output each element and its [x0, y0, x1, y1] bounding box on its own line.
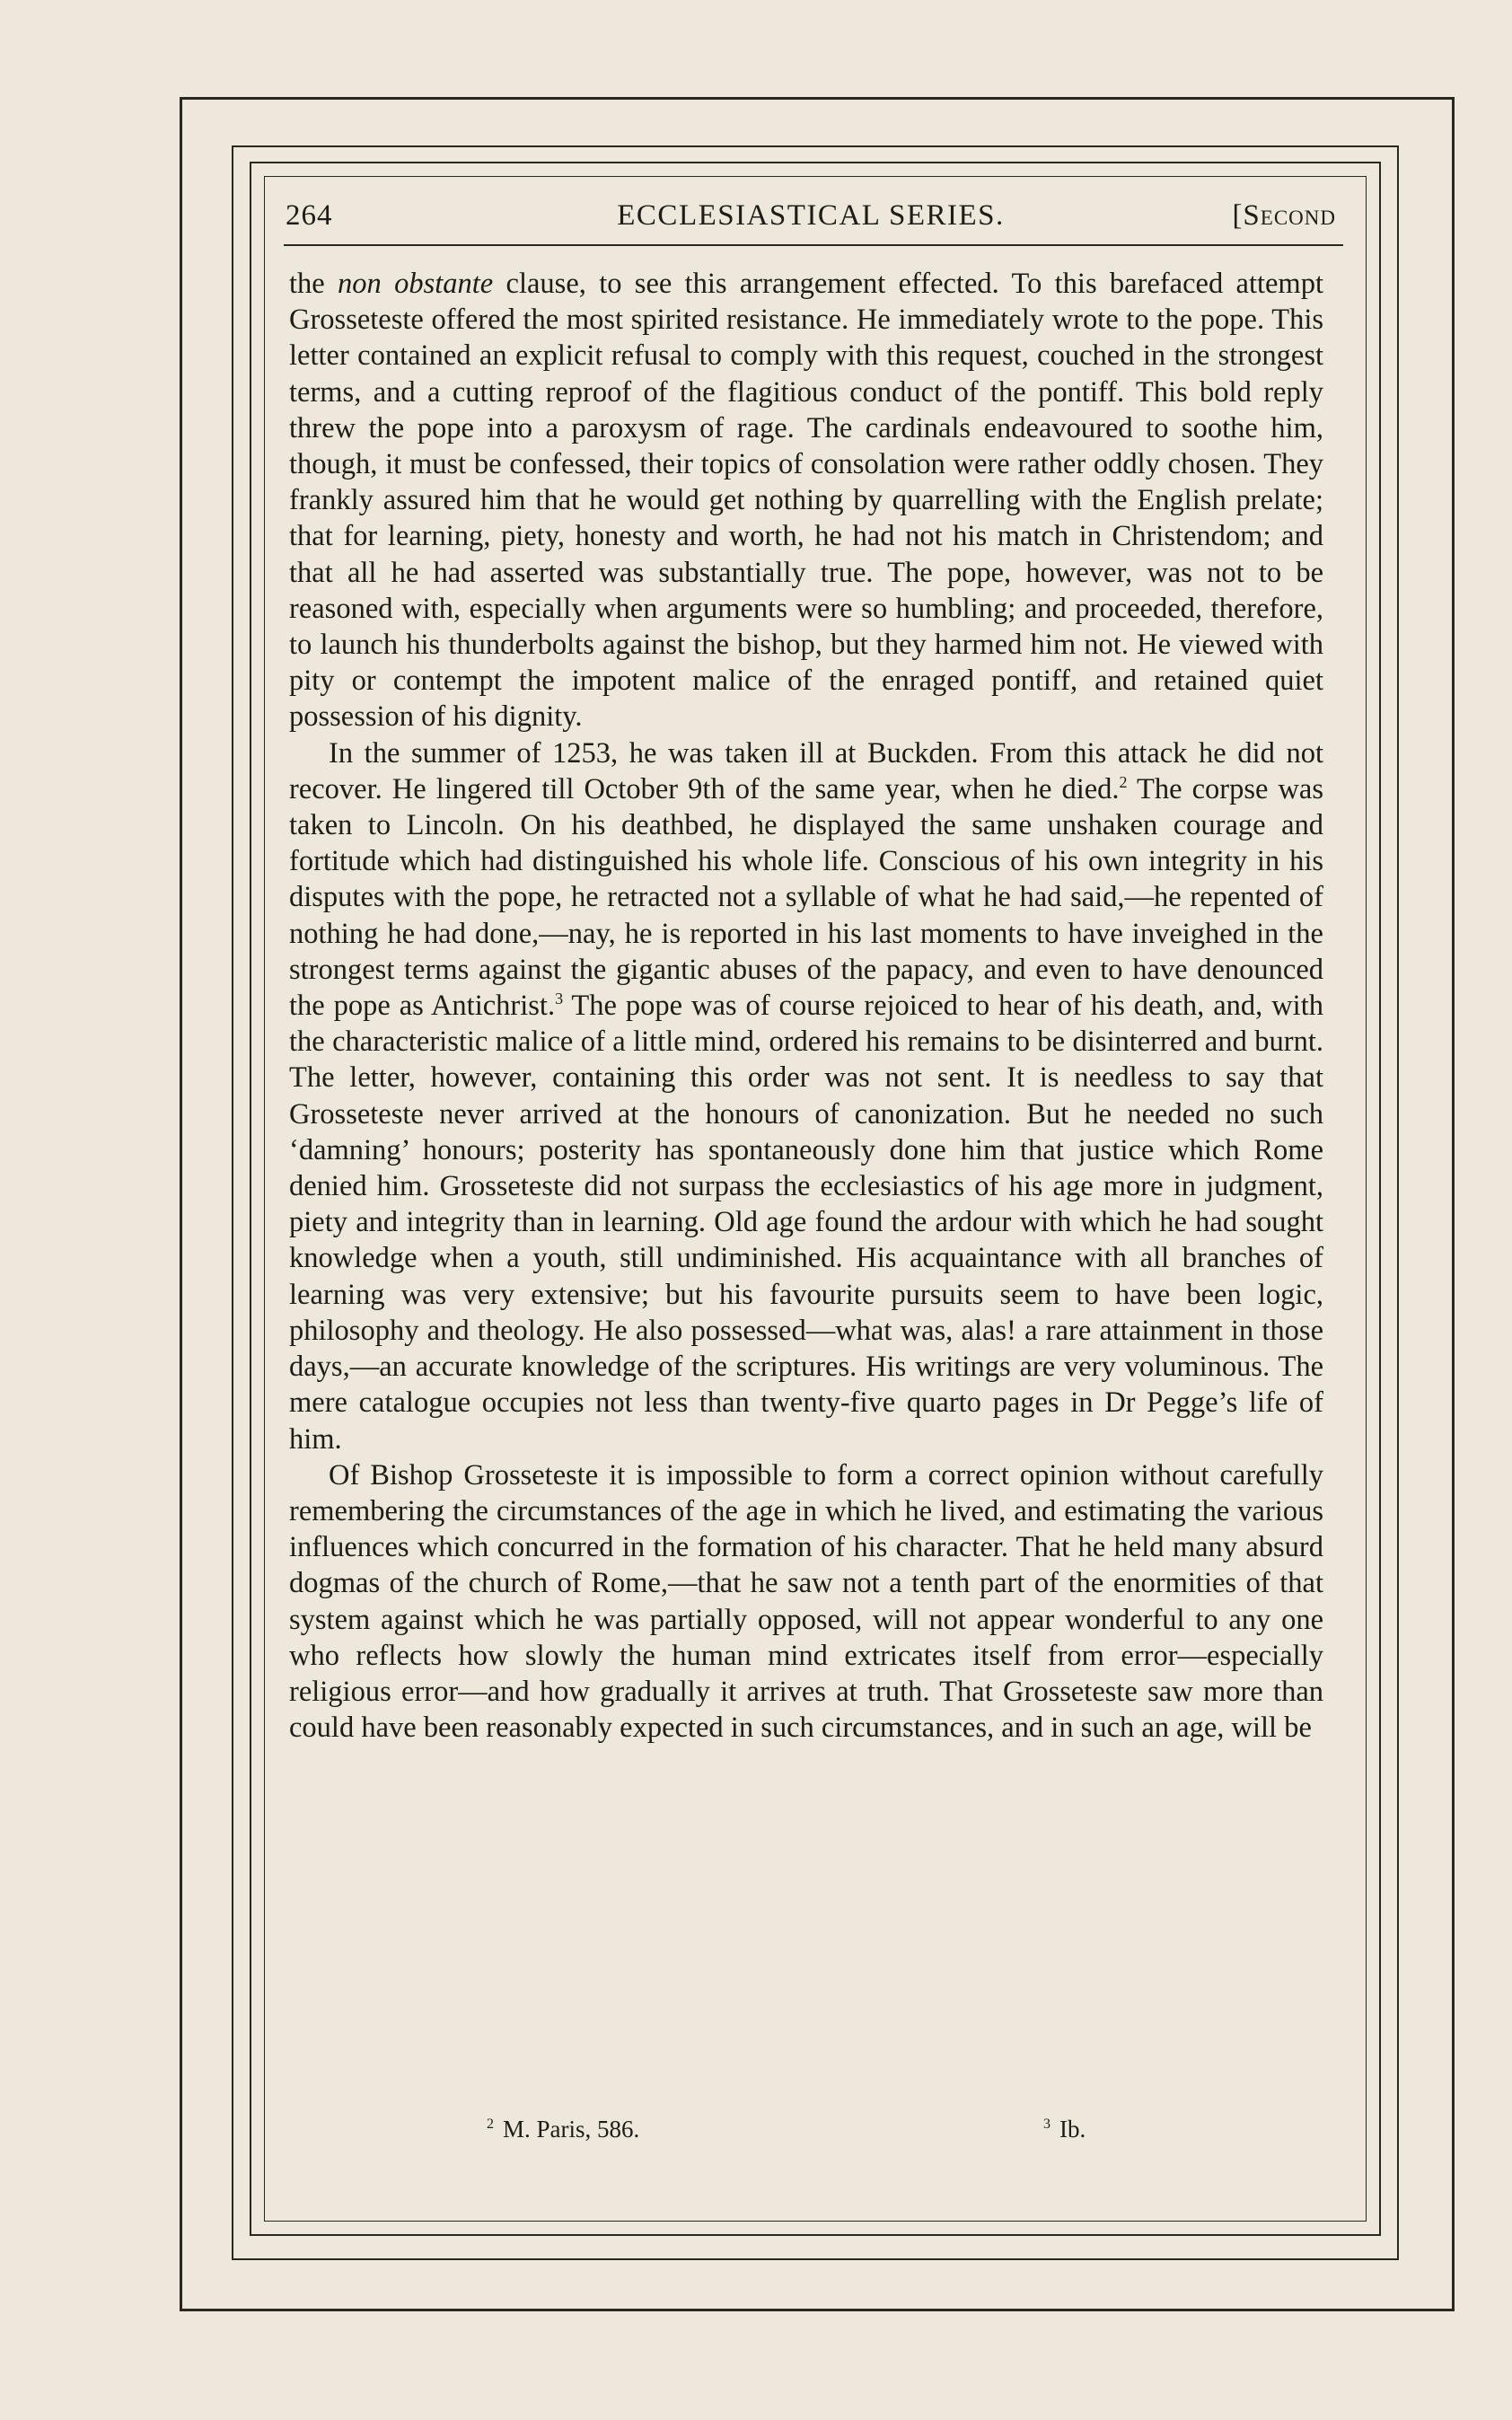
- paragraph-2-part-b: The corpse was taken to Lincoln. On his deathbed, he displayed the same unshaken courage and fortitude which had distinguished his whole life. Conscious of his own integrity in his disputes with the pope, he retracted not a syllable of what he had said,—he repented of nothing he had done,—nay, he is reported in his last moments to have inveighed in the strongest terms against the gigantic abuses of the papacy, and even to have denounced the pope as Antichrist.: [289, 772, 1323, 1023]
- page-number: 264: [286, 199, 333, 232]
- paragraph-1: [289, 266, 1323, 735]
- header-rule: [284, 244, 1343, 246]
- footnote-mark: 2: [487, 2116, 494, 2132]
- italic-phrase: non obstante: [338, 268, 494, 300]
- footnotes: [289, 2116, 1323, 2152]
- footnote-ref-2: 2: [1119, 773, 1128, 792]
- footnote-2: [487, 2116, 639, 2143]
- running-header: [286, 199, 1336, 242]
- paragraph-3-text: Of Bishop Grosseteste it is impossible to form a correct opinion without carefully remembering the circumstances of the age in which he lived, and estimating the various influences which concurred in the formation of his character. That he held many absurd dogmas of the church of Rome,—that he saw not a tenth part of the enormities of that system against which he was partially opposed, will not appear wonderful to any one who reflects how slowly the human mind extricates itself from error—especially religious error—and how gradually it arrives at truth. That Grosseteste saw more than could have been reasonably expected in such circumstances, and in such an age, will be: [289, 1458, 1323, 1745]
- footnote-text: M. Paris, 586.: [503, 2116, 640, 2143]
- paragraph-2: [289, 735, 1323, 1457]
- footnote-3: [1043, 2116, 1086, 2143]
- paragraph-3: [289, 1457, 1323, 1747]
- paragraph-1-rest: clause, to see this arrangement effected. To this barefaced attempt Grosseteste offered the most spirited resistance. He immediately wrote to the pope. This letter contained an explicit refusal to comply with this request, couched in the strongest terms, and a cutting reproof of the flagitious conduct of the pontiff. This bold reply threw the pope into a paroxysm of rage. The cardinals endeavoured to soothe him, though, it must be confessed, their topics of consolation were rather oddly chosen. They frankly assured him that he would get nothing by quarrelling with the English prelate; that for learning, piety, honesty and worth, he had not his match in Christendom; and that all he had asserted was substantially true. The pope, however, was not to be reasoned with, especially when arguments were so humbling; and proceeded, therefore, to launch his thunderbolts against the bishop, but they harmed him not. He viewed with pity or contempt the impotent malice of the enraged pontiff, and retained quiet possession of his dignity.: [289, 268, 1323, 734]
- footnote-text: Ib.: [1059, 2116, 1086, 2143]
- running-title: ECCLESIASTICAL SERIES.: [617, 199, 1005, 232]
- paragraph-1-start: the: [289, 268, 338, 300]
- paragraph-2-part-c: The pope was of course rejoiced to hear of his death, and, with the characteristic malice of a little mind, ordered his remains to be disinterred and burnt. The letter, however, containing this order was not sent. It is needless to say that Grosseteste never arrived at the honours of canonization. But he needed no such ‘damning’ honours; posterity has spontaneously done him that justice which Rome denied him. Grosseteste did not surpass the ecclesiastics of his age more in judgment, piety and integrity than in learning. Old age found the ardour with which he had sought knowledge when a youth, still undiminished. His acquaintance with all branches of learning was very extensive; but his favourite pursuits seem to have been logic, philosophy and theology. He also possessed—what was, alas! a rare attainment in those days,—an accurate knowledge of the scriptures. His writings are very voluminous. The mere catalogue occupies not less than twenty-five quarto pages in Dr Pegge’s life of him.: [289, 990, 1323, 1456]
- section-label: [Second: [1232, 199, 1336, 232]
- footnote-ref-3: 3: [555, 990, 564, 1008]
- footnote-mark: 3: [1043, 2116, 1050, 2132]
- paragraph-2-part-a: In the summer of 1253, he was taken ill at Buckden. From this attack he did not recover. He lingered till October 9th of the same year, when he died.: [289, 736, 1323, 805]
- body-text: [289, 266, 1323, 1746]
